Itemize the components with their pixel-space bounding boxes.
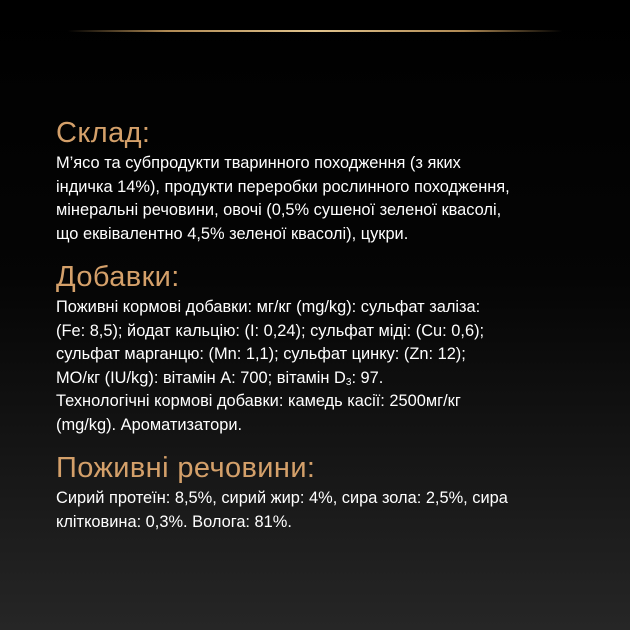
additives-section	[56, 260, 596, 437]
composition-heading: Склад:	[56, 117, 151, 149]
composition-section	[56, 116, 596, 246]
composition-text: М’ясо та субпродукти тваринного походження (з яких індичка 14%), продукти переробки рослинного походження, мінеральні речовини, овочі (0,5% сушеної зеленої квасолі, що еквівалентно 4,5% зеленої квасолі), цукри.	[56, 154, 510, 243]
nutrients-heading: Поживні речовини:	[56, 452, 316, 484]
nutrients-section	[56, 451, 596, 534]
additives-text-part-2: : 97. Технологічні кормові добавки: камедь касії: 2500мг/кг (mg/kg). Ароматизатори.	[56, 368, 461, 434]
nutrition-label	[56, 116, 596, 548]
additives-text	[56, 296, 596, 437]
additives-heading: Добавки:	[56, 261, 180, 293]
decorative-gold-rule	[68, 30, 562, 32]
vitamin-d-subscript: 3	[345, 376, 352, 388]
nutrients-text: Сирий протеїн: 8,5%, сирий жир: 4%, сира зола: 2,5%, сира клітковина: 0,3%. Волога: 81%.	[56, 489, 508, 531]
additives-text-part-1: Поживні кормові добавки: мг/кг (mg/kg): сульфат заліза: (Fe: 8,5); йодат кальцію: (I: 0,24); сульфат міді: (Cu: 0,6); сульфат марганцю: (Mn: 1,1); сульфат цинку: (Zn: 12); МО/кг (IU/kg): вітамін А: 700; вітамін D	[56, 298, 485, 387]
